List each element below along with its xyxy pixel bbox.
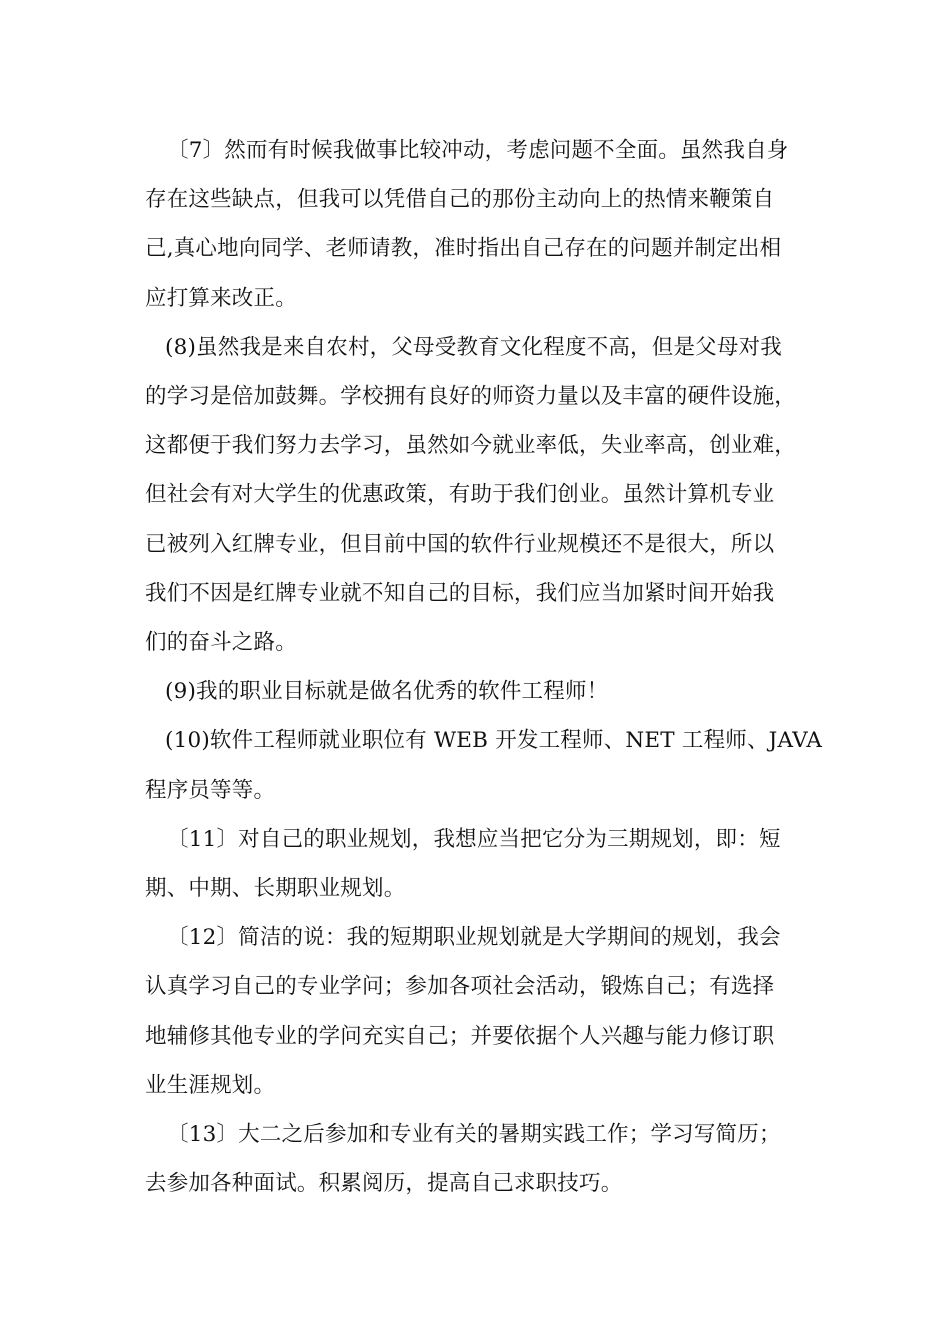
text-line: 己,真心地向同学、老师请教，准时指出自己存在的问题并制定出相 xyxy=(145,236,782,262)
paragraph-9 xyxy=(145,667,825,716)
paragraph-7 xyxy=(145,126,825,323)
paragraph-10 xyxy=(145,716,825,814)
paragraph-13 xyxy=(145,1110,825,1208)
paragraph-11 xyxy=(145,815,825,913)
text-line: 我们不因是红牌专业就不知自己的目标，我们应当加紧时间开始我 xyxy=(145,580,775,606)
text-line: 存在这些缺点，但我可以凭借自己的那份主动向上的热情来鞭策自 xyxy=(145,187,775,213)
text-line: 应打算来改正。 xyxy=(145,285,297,311)
text-line: 去参加各种面试。积累阅历，提高自己求职技巧。 xyxy=(145,1171,623,1197)
text-line: (8)虽然我是来自农村，父母受教育文化程度不高，但是父母对我 xyxy=(165,334,782,360)
document-body xyxy=(145,126,825,1208)
text-line: 认真学习自己的专业学问；参加各项社会活动，锻炼自己；有选择 xyxy=(145,974,775,1000)
text-line: 地辅修其他专业的学问充实自己；并要依据个人兴趣与能力修订职 xyxy=(145,1023,775,1049)
text-line: 〔7〕然而有时候我做事比较冲动，考虑问题不全面。虽然我自身 xyxy=(167,138,789,163)
text-line: 〔11〕对自己的职业规划，我想应当把它分为三期规划，即：短 xyxy=(167,826,781,852)
text-line: (10)软件工程师就业职位有 WEB 开发工程师、NET 工程师、JAVA xyxy=(165,728,823,754)
text-line: 〔13〕大二之后参加和专业有关的暑期实践工作；学习写简历； xyxy=(167,1122,781,1148)
text-line: 的学习是倍加鼓舞。学校拥有良好的师资力量以及丰富的硬件设施， xyxy=(145,384,797,410)
text-line: 〔12〕简洁的说：我的短期职业规划就是大学期间的规划，我会 xyxy=(167,925,781,951)
paragraph-8 xyxy=(145,323,825,667)
text-line: 期、中期、长期职业规划。 xyxy=(145,876,406,902)
text-line: (9)我的职业目标就是做名优秀的软件工程师！ xyxy=(165,679,609,705)
text-line: 但社会有对大学生的优惠政策，有助于我们创业。虽然计算机专业 xyxy=(145,482,775,508)
text-line: 们的奋斗之路。 xyxy=(145,630,297,656)
text-line: 这都便于我们努力去学习，虽然如今就业率低，失业率高，创业难， xyxy=(145,433,797,459)
text-line: 已被列入红牌专业，但目前中国的软件行业规模还不是很大，所以 xyxy=(145,531,775,557)
text-line: 程序员等等。 xyxy=(145,777,276,803)
text-line: 业生涯规划。 xyxy=(145,1072,276,1098)
paragraph-12 xyxy=(145,913,825,1110)
